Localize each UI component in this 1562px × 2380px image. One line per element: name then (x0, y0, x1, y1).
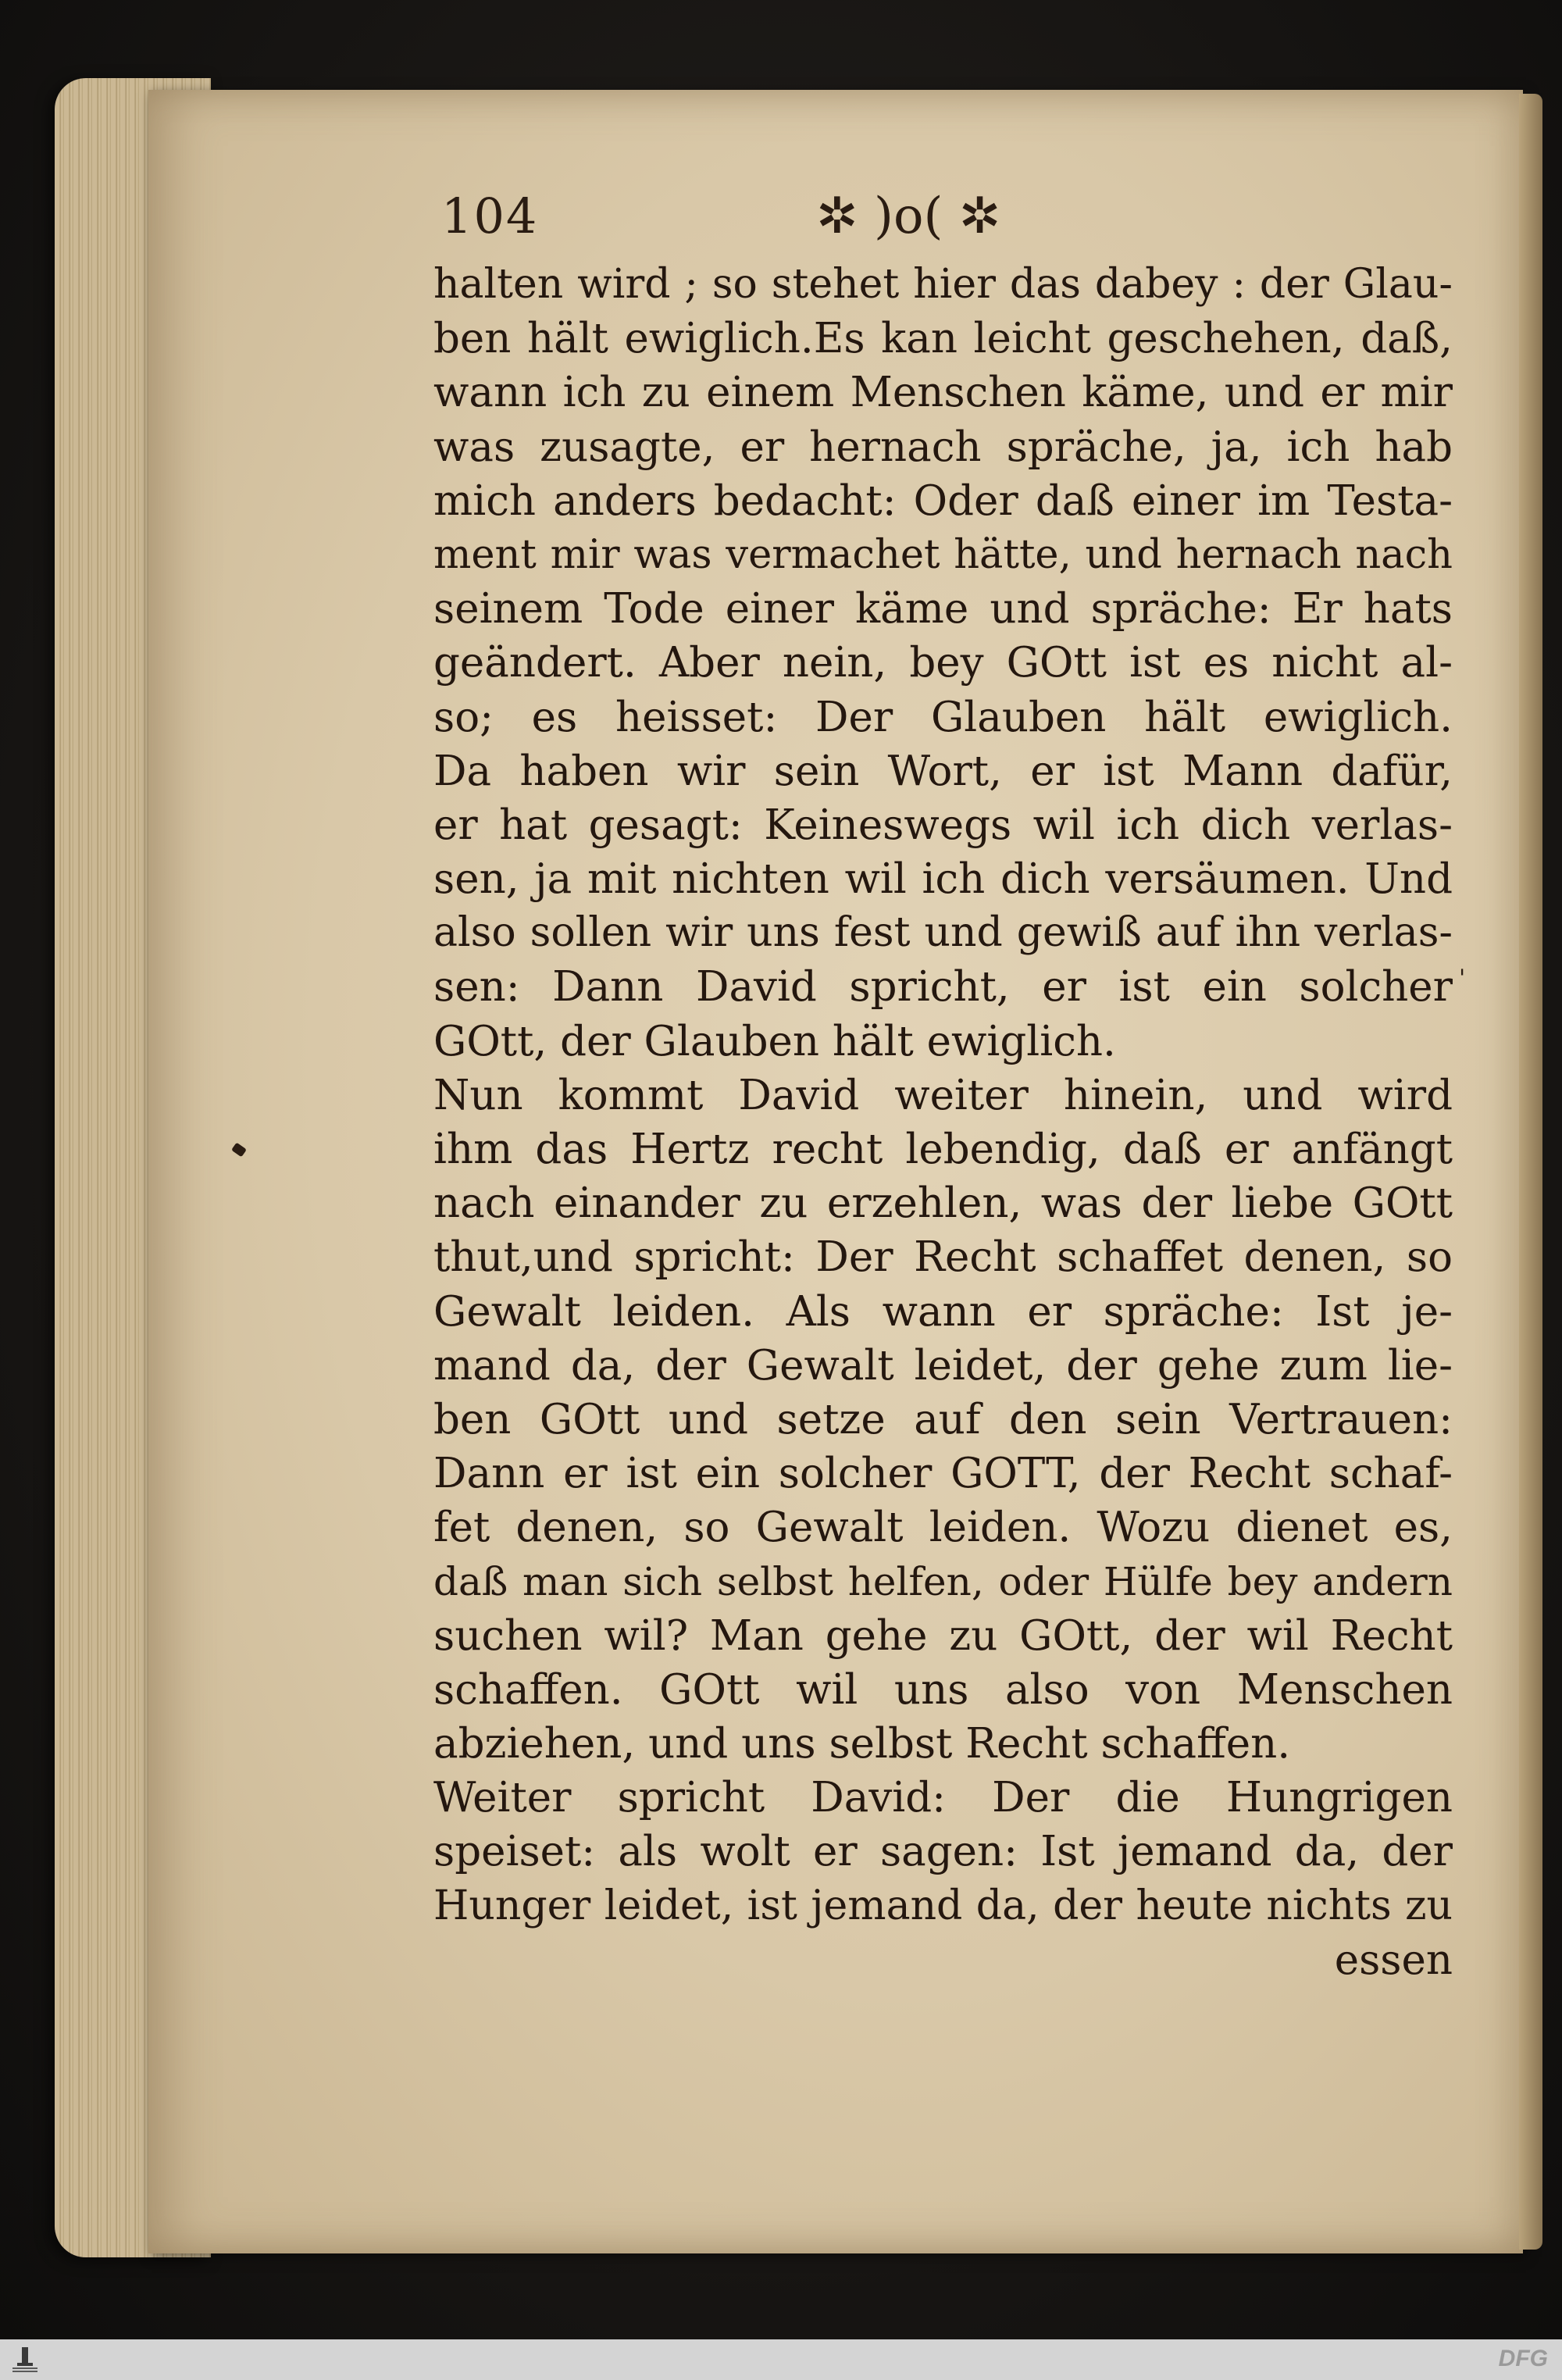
text-line: schaffen. GOtt wil uns also von Menschen (433, 1665, 1453, 1714)
page-header (441, 187, 1457, 258)
body-text (433, 258, 1453, 1987)
text-line: ihm das Hertz recht lebendig, daß er anfängt (433, 1126, 1453, 1173)
text-line: suchen wil? Man gehe zu GOtt, der wil Recht (433, 1611, 1453, 1660)
text-line: fet denen, so Gewalt leiden. Wozu dienet es, (433, 1504, 1453, 1552)
text-line: ben hält ewiglich.Es kan leicht geschehen, daß, (433, 315, 1453, 363)
text-line: nach einander zu erzehlen, was der liebe GOtt (433, 1179, 1453, 1228)
text-line: so; es heisset: Der Glauben hält ewiglich. (433, 693, 1453, 741)
text-line: speiset: als wolt er sagen: Ist jemand da, der (433, 1828, 1453, 1876)
text-line: seinem Tode einer käme und spräche: Er hats (433, 585, 1453, 633)
text-line: was zusagte, er hernach spräche, ja, ich hab (433, 423, 1453, 471)
text-line: ben GOtt und setze auf den sein Vertrauen: (433, 1395, 1453, 1443)
text-line: sen, ja mit nichten wil ich dich versäumen. Und (433, 855, 1453, 904)
text-line: ment mir was vermachet hätte, und hernach nach (433, 531, 1453, 578)
text-line: also sollen wir uns fest und gewiß auf ihn verlas- (433, 909, 1453, 957)
text-line: Nun kommt David weiter hinein, und wird (433, 1071, 1453, 1119)
text-line: Dann er ist ein solcher GOTT, der Recht schaf- (433, 1450, 1453, 1498)
text-line: Weiter spricht David: Der die Hungrigen (433, 1774, 1453, 1822)
dfg-logo: DFG (1498, 2346, 1548, 2371)
text-line: mich anders bedacht: Oder daß einer im Testa- (433, 476, 1453, 525)
header-ornament: ✲ )o( ✲ (816, 187, 1001, 245)
text-line: geändert. Aber nein, bey GOtt ist es nicht al- (433, 639, 1453, 687)
page-number: 104 (441, 187, 539, 244)
text-line: halten wird ; so stehet hier das dabey : der Glau- (433, 261, 1453, 308)
text-line: abziehen, und uns selbst Recht schaffen. (433, 1720, 1291, 1768)
right-margin-mark: ' (1459, 965, 1466, 992)
text-line: thut,und spricht: Der Recht schaffet denen, so (433, 1233, 1453, 1282)
book-gutter-edge (1519, 94, 1542, 2250)
text-line: mand da, der Gewalt leidet, der gehe zum lie- (433, 1341, 1453, 1390)
text-line: GOtt, der Glauben hält ewiglich. (433, 1017, 1116, 1065)
viewer-footer (0, 2339, 1562, 2380)
text-line: er hat gesagt: Keineswegs wil ich dich verlas- (433, 801, 1453, 849)
text-line: Gewalt leiden. Als wann er spräche: Ist je- (433, 1287, 1453, 1336)
text-line: Hunger leidet, ist jemand da, der heute nichts zu (433, 1882, 1453, 1929)
text-line: Da haben wir sein Wort, er ist Mann dafür, (433, 747, 1453, 795)
text-line: daß man sich selbst helfen, oder Hülfe bey andern (433, 1558, 1453, 1604)
library-logo-icon (9, 2344, 41, 2375)
text-line: wann ich zu einem Menschen käme, und er mir (433, 369, 1453, 417)
text-line: sen: Dann David spricht, er ist ein solcher (433, 963, 1453, 1012)
catchword: essen (1334, 1936, 1453, 1984)
